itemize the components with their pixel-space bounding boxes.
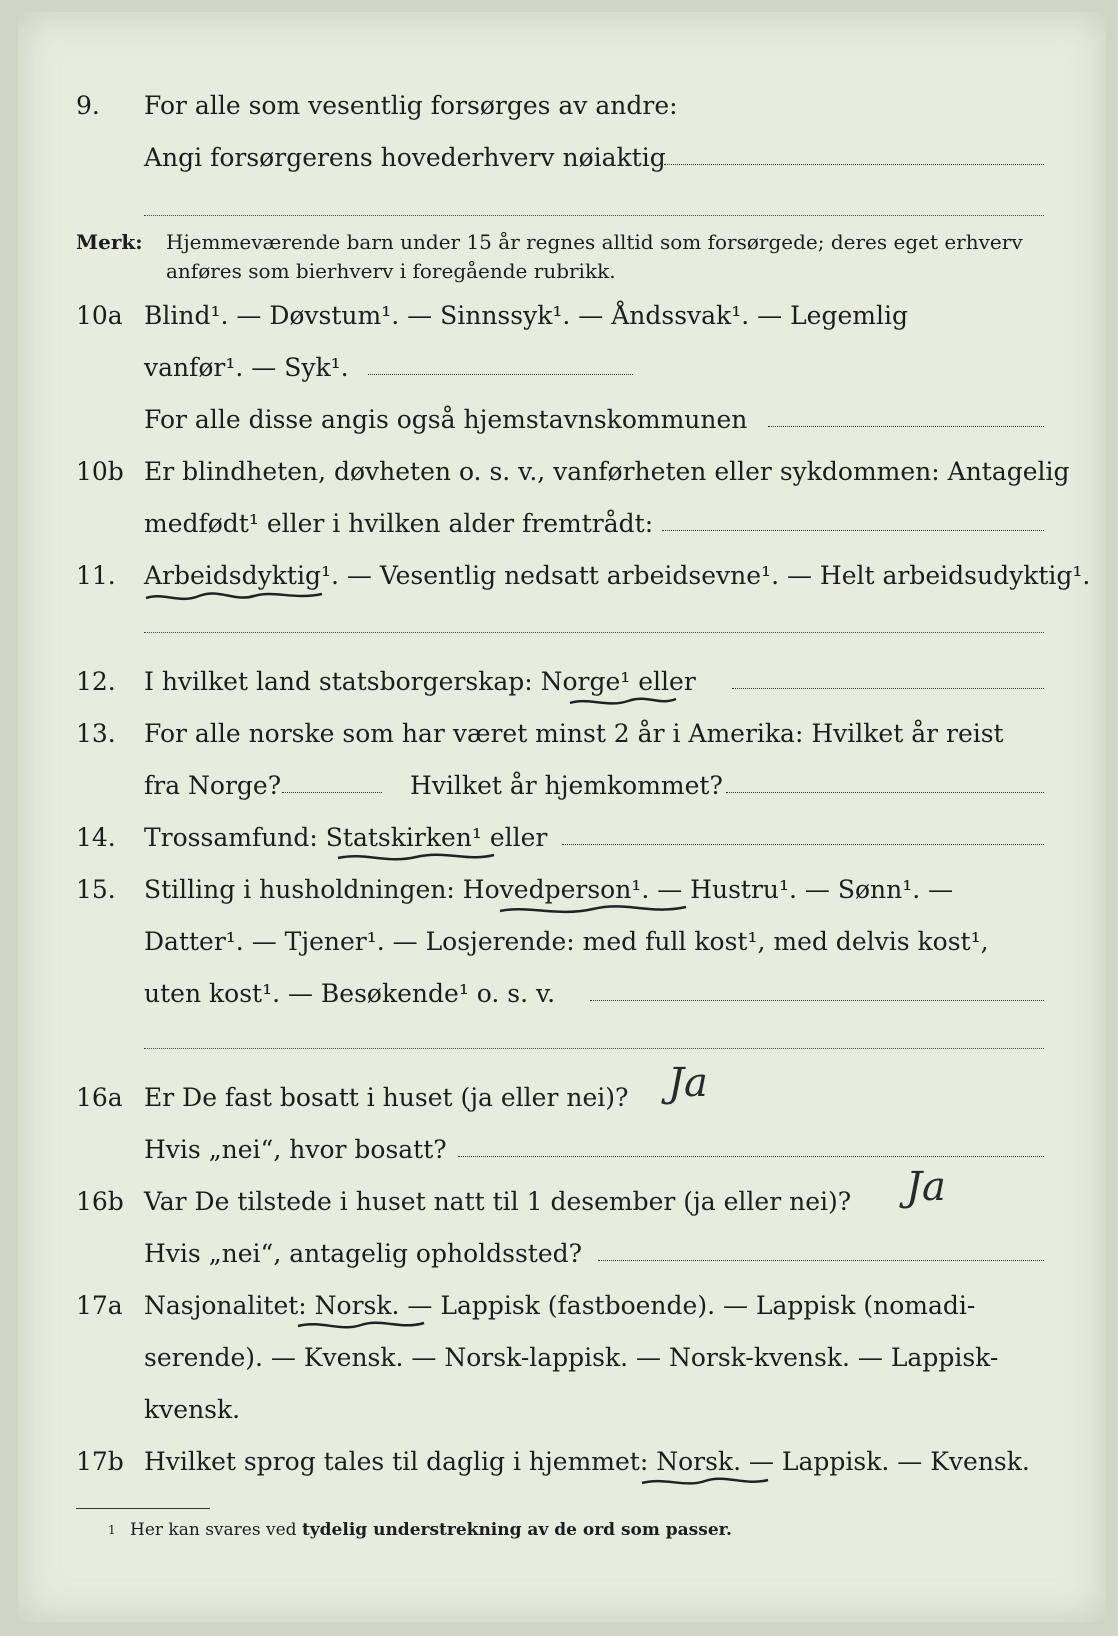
question-number: 16b xyxy=(76,1187,124,1216)
handwritten-underline xyxy=(498,902,688,920)
answer-line[interactable] xyxy=(144,632,1044,633)
note-line2 xyxy=(0,257,1118,297)
question-text: serende). — Kvensk. — Norsk-lappisk. — Norsk-kvensk. — Lappisk- xyxy=(144,1343,999,1372)
question-16b-line2 xyxy=(0,1234,1118,1274)
handwritten-underline xyxy=(336,850,496,866)
question-text: Blind¹. — Døvstum¹. — Sinnssyk¹. — Åndssvak¹. — Legemlig xyxy=(144,301,908,330)
question-10a-line3 xyxy=(0,400,1118,440)
handwritten-underline xyxy=(144,588,324,606)
question-number: 10a xyxy=(76,301,123,330)
question-16b xyxy=(0,1182,1118,1222)
question-text: Trossamfund: Statskirken¹ eller xyxy=(144,823,548,852)
footnote-divider xyxy=(76,1508,210,1509)
question-text: Angi forsørgerens hovederhverv nøiaktig xyxy=(144,143,666,172)
question-number: 17b xyxy=(76,1447,124,1476)
question-13-line2 xyxy=(0,766,1118,806)
question-text: uten kost¹. — Besøkende¹ o. s. v. xyxy=(144,979,556,1008)
answer-line[interactable] xyxy=(664,164,1044,165)
question-text: Stilling i husholdningen: Hovedperson¹. — Hustru¹. — Sønn¹. — xyxy=(144,875,954,904)
answer-line[interactable] xyxy=(590,1000,1044,1001)
question-number: 12. xyxy=(76,667,116,696)
question-number: 17a xyxy=(76,1291,123,1320)
answer-line[interactable] xyxy=(768,426,1044,427)
question-text: Er De fast bosatt i huset (ja eller nei)? xyxy=(144,1083,629,1112)
note-label: Merk: xyxy=(76,230,143,254)
question-9-line2 xyxy=(0,138,1118,178)
question-10a xyxy=(0,296,1118,336)
question-text: Hvis „nei“, hvor bosatt? xyxy=(144,1135,447,1164)
answer-line[interactable] xyxy=(726,792,1044,793)
question-text: Hvilket år hjemkommet? xyxy=(410,771,723,800)
question-text: Hvis „nei“, antagelig opholdssted? xyxy=(144,1239,583,1268)
question-text: vanfør¹. — Syk¹. xyxy=(144,353,349,382)
question-text: Hvilket sprog tales til daglig i hjemmet: Norsk. — Lappisk. — Kvensk. xyxy=(144,1447,1030,1476)
question-17a-line2 xyxy=(0,1338,1118,1378)
question-13 xyxy=(0,714,1118,754)
question-text: I hvilket land statsborgerskap: Norge¹ eller xyxy=(144,667,696,696)
question-17a xyxy=(0,1286,1118,1326)
footnote-text xyxy=(130,1515,732,1545)
question-number: 9. xyxy=(76,91,100,120)
question-text: fra Norge? xyxy=(144,771,282,800)
answer-line[interactable] xyxy=(282,792,382,793)
question-number: 11. xyxy=(76,561,116,590)
handwritten-answer[interactable]: Ja xyxy=(906,1164,946,1210)
footnote-mark: 1 xyxy=(108,1523,116,1537)
question-text: For alle norske som har været minst 2 år i Amerika: Hvilket år reist xyxy=(144,719,1004,748)
question-9 xyxy=(0,86,1118,126)
handwritten-underline xyxy=(568,694,678,710)
question-text: medfødt¹ eller i hvilken alder fremtrådt: xyxy=(144,509,654,538)
answer-line[interactable] xyxy=(562,844,1044,845)
handwritten-answer[interactable]: Ja xyxy=(668,1060,708,1106)
question-text: Nasjonalitet: Norsk. — Lappisk (fastboende). — Lappisk (nomadi- xyxy=(144,1291,976,1320)
question-10b-line2 xyxy=(0,504,1118,544)
answer-line[interactable] xyxy=(458,1156,1044,1157)
note-text: anføres som bierhverv i foregående rubrikk. xyxy=(166,259,616,283)
question-text: kvensk. xyxy=(144,1395,241,1424)
question-text: For alle som vesentlig forsørges av andre: xyxy=(144,91,678,120)
question-16a-line2 xyxy=(0,1130,1118,1170)
answer-line[interactable] xyxy=(144,215,1044,216)
question-text: For alle disse angis også hjemstavnskommunen xyxy=(144,405,748,434)
question-text: Er blindheten, døvheten o. s. v., vanførheten eller sykdommen: Antagelig xyxy=(144,457,1070,486)
question-15-line2 xyxy=(0,922,1118,962)
question-10a-line2 xyxy=(0,348,1118,388)
question-number: 10b xyxy=(76,457,124,486)
question-text: Arbeidsdyktig¹. — Vesentlig nedsatt arbeidsevne¹. — Helt arbeidsudyktig¹. xyxy=(144,561,1091,590)
footnote xyxy=(0,1515,1118,1545)
question-text: Var De tilstede i huset natt til 1 desember (ja eller nei)? xyxy=(144,1187,852,1216)
question-text: Datter¹. — Tjener¹. — Losjerende: med full kost¹, med delvis kost¹, xyxy=(144,927,989,956)
question-number: 16a xyxy=(76,1083,123,1112)
answer-line[interactable] xyxy=(144,1048,1044,1049)
note-text: Hjemmeværende barn under 15 år regnes alltid som forsørgede; deres eget erhverv xyxy=(166,230,1023,254)
answer-line[interactable] xyxy=(368,374,633,375)
question-number: 15. xyxy=(76,875,116,904)
question-number: 13. xyxy=(76,719,116,748)
question-14 xyxy=(0,818,1118,858)
answer-line[interactable] xyxy=(662,530,1044,531)
footnote-text-a: Her kan svares ved xyxy=(130,1520,302,1540)
footnote-text-b: tydelig understrekning av de ord som passer. xyxy=(301,1520,732,1540)
handwritten-underline xyxy=(640,1474,770,1490)
question-number: 14. xyxy=(76,823,116,852)
answer-line[interactable] xyxy=(598,1260,1044,1261)
question-12 xyxy=(0,662,1118,702)
question-10b xyxy=(0,452,1118,492)
question-17a-line3 xyxy=(0,1390,1118,1430)
question-16a xyxy=(0,1078,1118,1118)
question-17b xyxy=(0,1442,1118,1482)
handwritten-underline xyxy=(296,1318,426,1334)
answer-line[interactable] xyxy=(732,688,1044,689)
question-15-line3 xyxy=(0,974,1118,1014)
